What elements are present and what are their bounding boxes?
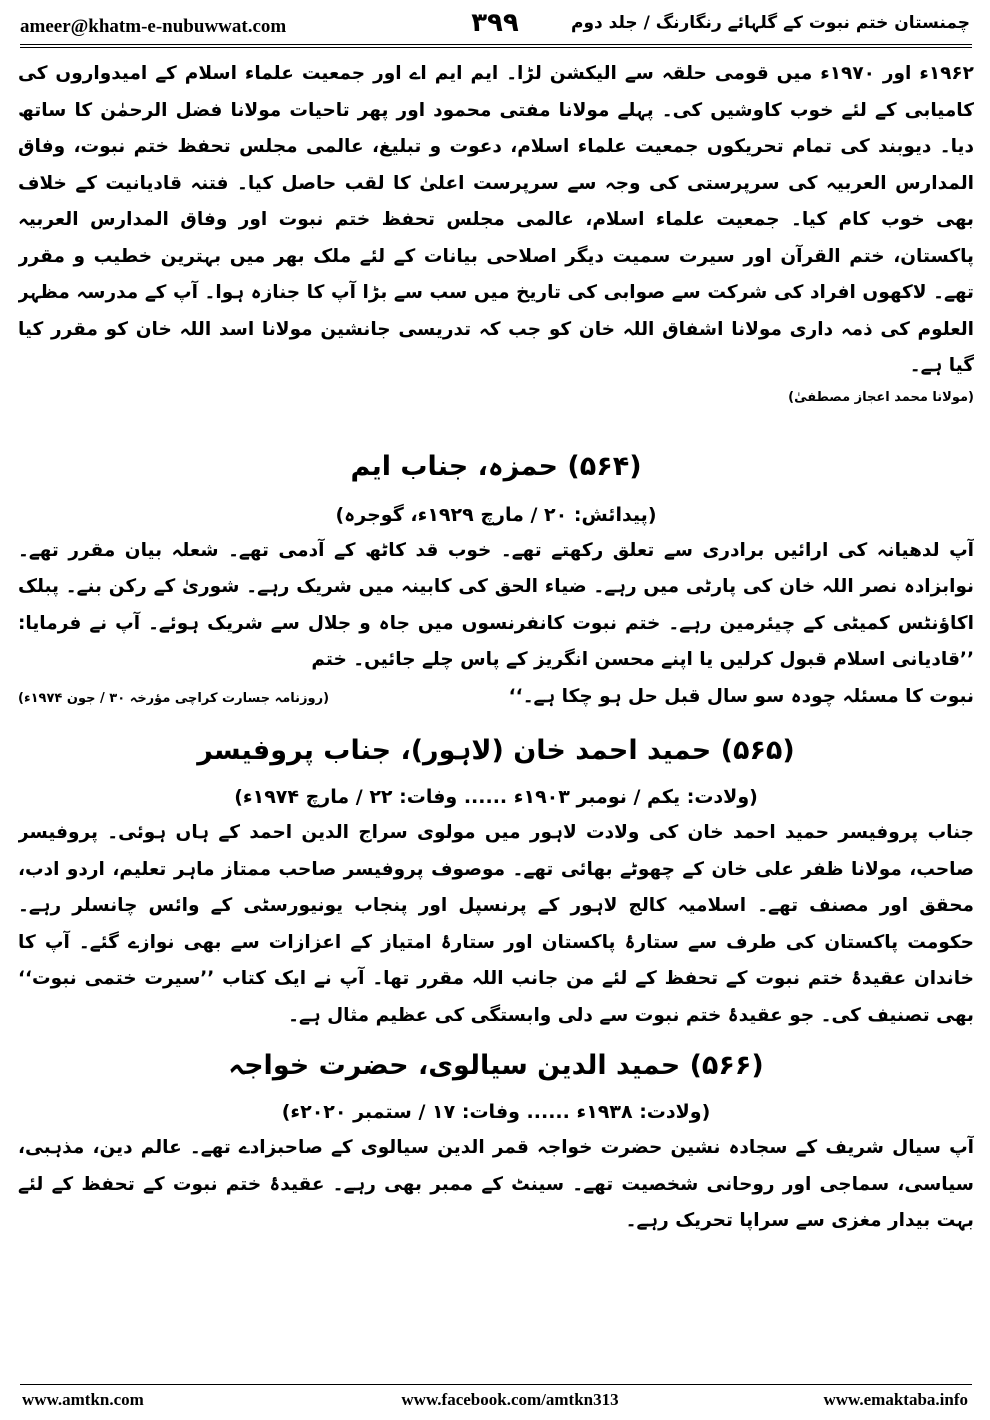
entry-564-body: آپ لدھیانہ کی ارائیں برادری سے تعلق رکھتے تھے۔ خوب قد کاٹھ کے آدمی تھے۔ شعلہ بیان مقرر تھے۔ نوابزادہ نصر اللہ خان کی پارٹی میں رہے۔ ضیاء الحق کی کابینہ میں شریک رہے۔ شوریٰ کے رکن بنے۔ پبلک اکاؤنٹس کمیٹی کے چیئرمین رہے۔ ختم نبوت کانفرنسوں میں جاہ و جلال سے شریک ہوئے۔ آپ نے فرمایا: ’’قادیانی اسلام قبول کرلیں یا اپنے محسن انگریز کے پاس چلے جائیں۔ ختم bbox=[18, 539, 974, 670]
entry-565-heading: (۵۶۵) حمید احمد خان (لاہور)، جناب پروفیسر bbox=[197, 735, 795, 766]
intro-paragraph: ۱۹۶۲ء اور ۱۹۷۰ء میں قومی حلقہ سے الیکشن لڑا۔ ایم ایم اے اور جمعیت علماء اسلام کے امیدواروں کی کامیابی کے لئے خوب کاوشیں کی۔ پہلے مولانا مفتی محمود اور پھر تاحیات مولانا فضل الرحمٰن کا ساتھ دیا۔ دیوبند کی تمام تحریکوں جمعیت علماء اسلام، دعوت و تبلیغ، عالمی مجلس تحفظ ختم نبوت، وفاق المدارس العربیہ کی سرپرستی کی وجہ سے سرپرست اعلیٰ کا لقب حاصل کیا۔ فتنہ قادیانیت کے خلاف بھی خوب کام کیا۔ جمعیت علماء اسلام، عالمی مجلس تحفظ ختم نبوت اور وفاق المدارس العربیہ پاکستان، ختم القرآن اور سیرت سمیت دیگر اصلاحی بیانات کے لئے ملک بھر میں بہترین خطیب و مقرر تھے۔ لاکھوں افراد کی شرکت سے صوابی کی تاریخ میں سب سے بڑا آپ کا جنازہ ہوا۔ آپ کے مدرسہ مظہر العلوم کی ذمہ داری مولانا اشفاق اللہ خان کو جب کہ تدریسی جانشین مولانا اسد اللہ خان کو مقرر کیا گیا ہے۔ bbox=[18, 63, 974, 376]
entry-565-body: جناب پروفیسر حمید احمد خان کی ولادت لاہور میں مولوی سراج الدین احمد کے ہاں ہوئی۔ پروفیسر صاحب، مولانا ظفر علی خان کے چھوٹے بھائی تھے۔ موصوف پروفیسر صاحب ممتاز ماہر تعلیم، اردو ادب، محقق اور مصنف تھے۔ اسلامیہ کالج لاہور کے پرنسپل اور پنجاب یونیورسٹی کے وائس چانسلر رہے۔ حکومت پاکستان کی طرف سے ستارۂ پاکستان اور ستارۂ امتیاز کے اعزازات سے بھی نوازے گئے۔ آپ کا خاندان عقیدۂ ختم نبوت کے تحفظ کے لئے من جانب اللہ مقرر تھا۔ آپ نے ایک کتاب ’’سیرت ختمی نبوت‘‘ بھی تصنیف کی۔ جو عقیدۂ ختم نبوت سے دلی وابستگی کی عظیم مثال ہے۔ bbox=[18, 822, 974, 1026]
header-rule-bottom bbox=[20, 47, 972, 48]
header-email[interactable]: ameer@khatm-e-nubuwwat.com bbox=[20, 16, 287, 37]
intro-credit: (مولانا محمد اعجاز مصطفیٰ) bbox=[788, 389, 974, 405]
footer-rule bbox=[20, 1384, 972, 1385]
page-number: ۳۹۹ bbox=[471, 8, 519, 38]
entry-564-last-row bbox=[18, 679, 974, 716]
entry-566-dates: (ولادت: ۱۹۳۸ء ...... وفات: ۱۷ / ستمبر ۲۰۲۰ء) bbox=[281, 1101, 711, 1123]
entry-566-heading: (۵۶۶) حمید الدین سیالوی، حضرت خواجہ bbox=[228, 1050, 764, 1081]
entry-564-dates: (پیدائش: ۲۰ / مارچ ۱۹۲۹ء، گوجرہ) bbox=[335, 503, 657, 526]
entry-566-body: آپ سیال شریف کے سجادہ نشین حضرت خواجہ قمر الدین سیالوی کے صاحبزادے تھے۔ عالم دین، مذہبی، سیاسی، سماجی اور روحانی شخصیت تھے۔ سینٹ کے ممبر بھی رہے۔ عقیدۂ ختم نبوت کے تحفظ کے لئے بہت بیدار مغزی سے سراپا تحریک رہے۔ bbox=[18, 1137, 974, 1231]
page-header bbox=[0, 0, 990, 46]
entry-565-dates: (ولادت: یکم / نومبر ۱۹۰۳ء ...... وفات: ۲۲ / مارچ ۱۹۷۴ء) bbox=[234, 786, 758, 808]
footer-link-amtkn[interactable]: www.amtkn.com bbox=[22, 1390, 144, 1409]
page-footer bbox=[0, 1390, 990, 1420]
footer-link-emaktaba[interactable]: www.emaktaba.info bbox=[823, 1390, 968, 1409]
entry-564-reference: (روزنامہ جسارت کراچی مؤرخہ ۳۰ / جون ۱۹۷۴ء) bbox=[18, 690, 330, 706]
entry-564-heading: (۵۶۴) حمزہ، جناب ایم bbox=[350, 450, 642, 482]
footer-link-facebook[interactable]: www.facebook.com/amtkn313 bbox=[401, 1390, 619, 1409]
entry-564-last-line: نبوت کا مسئلہ چودہ سو سال قبل حل ہو چکا ہے۔‘‘ bbox=[508, 685, 974, 707]
header-rule-top bbox=[20, 44, 972, 45]
book-title: چمنستان ختم نبوت کے گلہائے رنگارنگ / جلد دوم bbox=[570, 13, 970, 33]
page-content bbox=[18, 56, 974, 1346]
